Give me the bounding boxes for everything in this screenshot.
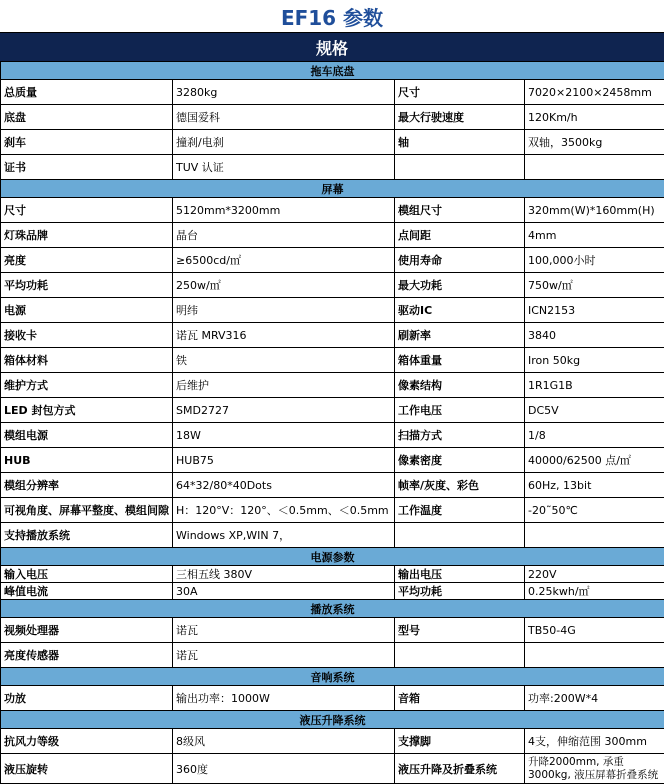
spec-key: 工作电压 bbox=[395, 398, 525, 423]
spec-key: 最大功耗 bbox=[395, 273, 525, 298]
spec-key: 支撑脚 bbox=[395, 729, 525, 754]
spec-value: HUB75 bbox=[173, 448, 395, 473]
spec-key: 视频处理器 bbox=[1, 618, 173, 643]
spec-value: 德国爱科 bbox=[173, 105, 395, 130]
section-title: 播放系统 bbox=[1, 600, 664, 618]
spec-value: 0.25kwh/㎡ bbox=[525, 583, 664, 600]
table-row bbox=[1, 80, 664, 105]
spec-key: 液压旋转 bbox=[1, 754, 173, 784]
spec-value: H：120°V：120°、＜0.5mm、＜0.5mm bbox=[173, 498, 395, 523]
spec-key: 像素结构 bbox=[395, 373, 525, 398]
spec-key: 维护方式 bbox=[1, 373, 173, 398]
spec-key: 尺寸 bbox=[1, 198, 173, 223]
spec-value: 120Km/h bbox=[525, 105, 664, 130]
spec-key: HUB bbox=[1, 448, 173, 473]
section-title: 音响系统 bbox=[1, 668, 664, 686]
section-title: 屏幕 bbox=[1, 180, 664, 198]
spec-key: 平均功耗 bbox=[1, 273, 173, 298]
spec-value: 250w/㎡ bbox=[173, 273, 395, 298]
section-title: 电源参数 bbox=[1, 548, 664, 566]
section-header bbox=[1, 548, 664, 566]
spec-value bbox=[525, 523, 664, 548]
table-row bbox=[1, 423, 664, 448]
spec-key: 工作温度 bbox=[395, 498, 525, 523]
spec-value: 100,000小时 bbox=[525, 248, 664, 273]
spec-key: 峰值电流 bbox=[1, 583, 173, 600]
spec-value: 撞刹/电刹 bbox=[173, 130, 395, 155]
spec-value: TB50-4G bbox=[525, 618, 664, 643]
spec-key bbox=[395, 155, 525, 180]
spec-value: 1R1G1B bbox=[525, 373, 664, 398]
spec-key: 证书 bbox=[1, 155, 173, 180]
spec-value: 8级风 bbox=[173, 729, 395, 754]
spec-key: 平均功耗 bbox=[395, 583, 525, 600]
section-header bbox=[1, 180, 664, 198]
spec-value: 晶台 bbox=[173, 223, 395, 248]
spec-key: 型号 bbox=[395, 618, 525, 643]
spec-key: 支持播放系统 bbox=[1, 523, 173, 548]
table-row bbox=[1, 686, 664, 711]
page-title: EF16 参数 bbox=[0, 0, 664, 32]
spec-value: 750w/㎡ bbox=[525, 273, 664, 298]
spec-value: 双轴，3500kg bbox=[525, 130, 664, 155]
spec-value: 7020×2100×2458mm bbox=[525, 80, 664, 105]
table-row bbox=[1, 754, 664, 784]
spec-value: ≥6500cd/㎡ bbox=[173, 248, 395, 273]
spec-value: 1/8 bbox=[525, 423, 664, 448]
spec-value: 升降2000mm, 承重 3000kg, 液压屏幕折叠系统 bbox=[525, 754, 664, 784]
table-row bbox=[1, 155, 664, 180]
spec-value: DC5V bbox=[525, 398, 664, 423]
spec-value: Windows XP,WIN 7， bbox=[173, 523, 395, 548]
spec-key: 电源 bbox=[1, 298, 173, 323]
table-row bbox=[1, 373, 664, 398]
spec-key: 底盘 bbox=[1, 105, 173, 130]
spec-key: 最大行驶速度 bbox=[395, 105, 525, 130]
spec-value: 18W bbox=[173, 423, 395, 448]
spec-value: 后维护 bbox=[173, 373, 395, 398]
spec-key: 亮度传感器 bbox=[1, 643, 173, 668]
spec-value: 输出功率：1000W bbox=[173, 686, 395, 711]
spec-key: 像素密度 bbox=[395, 448, 525, 473]
spec-key: 音箱 bbox=[395, 686, 525, 711]
spec-key: 输出电压 bbox=[395, 566, 525, 583]
spec-value: 30A bbox=[173, 583, 395, 600]
table-row bbox=[1, 323, 664, 348]
table-row bbox=[1, 298, 664, 323]
spec-key: 模组电源 bbox=[1, 423, 173, 448]
spec-key: 可视角度、屏幕平整度、模组间隙 bbox=[1, 498, 173, 523]
section-title: 液压升降系统 bbox=[1, 711, 664, 729]
table-row bbox=[1, 248, 664, 273]
table-row bbox=[1, 498, 664, 523]
table-row bbox=[1, 583, 664, 600]
spec-value: ICN2153 bbox=[525, 298, 664, 323]
spec-key: LED 封包方式 bbox=[1, 398, 173, 423]
spec-key: 使用寿命 bbox=[395, 248, 525, 273]
spec-key: 箱体重量 bbox=[395, 348, 525, 373]
section-header bbox=[1, 711, 664, 729]
spec-value: 4支，伸缩范围 300mm bbox=[525, 729, 664, 754]
spec-value: 5120mm*3200mm bbox=[173, 198, 395, 223]
section-header bbox=[1, 668, 664, 686]
spec-value: -20˜50℃ bbox=[525, 498, 664, 523]
spec-key: 驱动IC bbox=[395, 298, 525, 323]
spec-value: 3840 bbox=[525, 323, 664, 348]
spec-value: 诺瓦 bbox=[173, 618, 395, 643]
table-row bbox=[1, 473, 664, 498]
table-row bbox=[1, 448, 664, 473]
spec-key: 接收卡 bbox=[1, 323, 173, 348]
table-row bbox=[1, 566, 664, 583]
spec-value: 铁 bbox=[173, 348, 395, 373]
spec-key: 轴 bbox=[395, 130, 525, 155]
table-row bbox=[1, 643, 664, 668]
spec-value: 诺瓦 bbox=[173, 643, 395, 668]
spec-key bbox=[395, 523, 525, 548]
spec-key: 模组尺寸 bbox=[395, 198, 525, 223]
spec-header: 规格 bbox=[0, 32, 664, 61]
spec-value: Iron 50kg bbox=[525, 348, 664, 373]
spec-key: 总质量 bbox=[1, 80, 173, 105]
section-header bbox=[1, 600, 664, 618]
spec-value: 220V bbox=[525, 566, 664, 583]
spec-value: 功率:200W*4 bbox=[525, 686, 664, 711]
spec-key: 抗风力等级 bbox=[1, 729, 173, 754]
spec-value: 诺瓦 MRV316 bbox=[173, 323, 395, 348]
spec-key: 刷新率 bbox=[395, 323, 525, 348]
table-row bbox=[1, 105, 664, 130]
spec-value: 64*32/80*40Dots bbox=[173, 473, 395, 498]
table-row bbox=[1, 223, 664, 248]
spec-key: 功放 bbox=[1, 686, 173, 711]
spec-key: 点间距 bbox=[395, 223, 525, 248]
spec-key: 帧率/灰度、彩色 bbox=[395, 473, 525, 498]
spec-key: 模组分辨率 bbox=[1, 473, 173, 498]
table-row bbox=[1, 273, 664, 298]
section-title: 拖车底盘 bbox=[1, 62, 664, 80]
spec-key: 箱体材料 bbox=[1, 348, 173, 373]
spec-key: 扫描方式 bbox=[395, 423, 525, 448]
spec-value: 三相五线 380V bbox=[173, 566, 395, 583]
spec-key: 刹车 bbox=[1, 130, 173, 155]
spec-value bbox=[525, 643, 664, 668]
spec-value: 3280kg bbox=[173, 80, 395, 105]
table-row bbox=[1, 618, 664, 643]
spec-value: SMD2727 bbox=[173, 398, 395, 423]
spec-value bbox=[525, 155, 664, 180]
spec-value: 320mm(W)*160mm(H) bbox=[525, 198, 664, 223]
table-row bbox=[1, 523, 664, 548]
table-row bbox=[1, 348, 664, 373]
spec-key: 亮度 bbox=[1, 248, 173, 273]
table-row bbox=[1, 729, 664, 754]
spec-value: 360度 bbox=[173, 754, 395, 784]
spec-value: 明纬 bbox=[173, 298, 395, 323]
table-row bbox=[1, 130, 664, 155]
spec-value: 60Hz, 13bit bbox=[525, 473, 664, 498]
table-row bbox=[1, 398, 664, 423]
spec-key: 尺寸 bbox=[395, 80, 525, 105]
spec-table bbox=[0, 61, 664, 784]
table-row bbox=[1, 198, 664, 223]
spec-value: TUV 认证 bbox=[173, 155, 395, 180]
spec-key: 液压升降及折叠系统 bbox=[395, 754, 525, 784]
spec-value: 4mm bbox=[525, 223, 664, 248]
spec-key: 输入电压 bbox=[1, 566, 173, 583]
spec-value: 40000/62500 点/㎡ bbox=[525, 448, 664, 473]
spec-key bbox=[395, 643, 525, 668]
spec-key: 灯珠品牌 bbox=[1, 223, 173, 248]
section-header bbox=[1, 62, 664, 80]
